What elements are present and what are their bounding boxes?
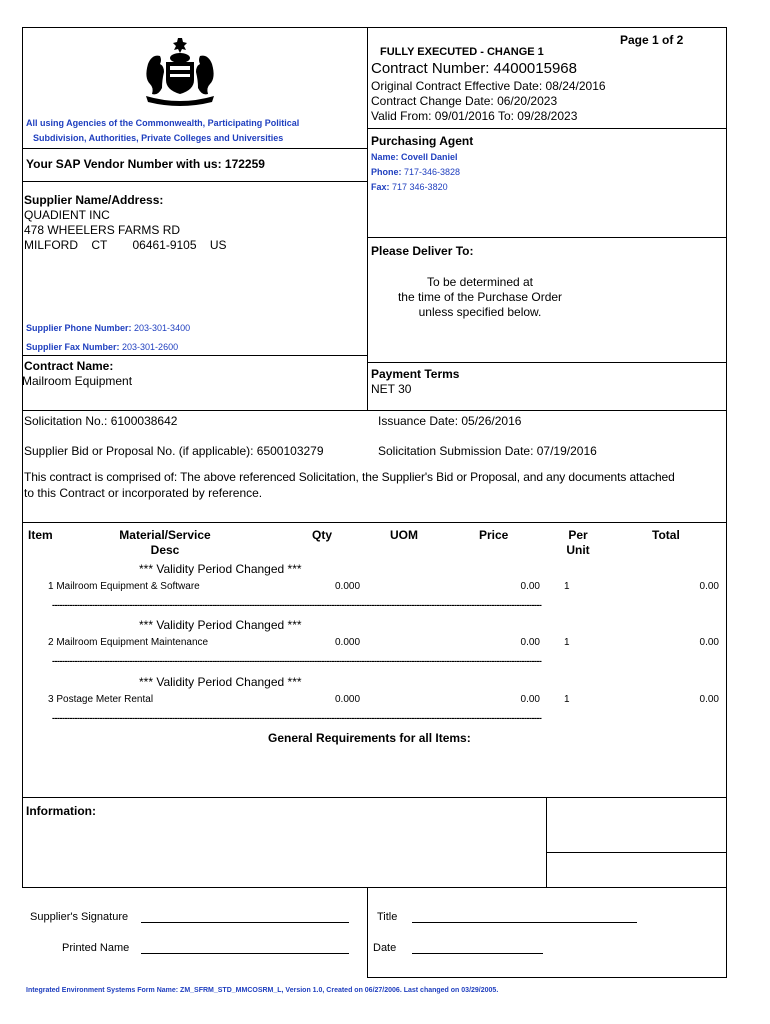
- item-2-changed: *** Validity Period Changed ***: [139, 618, 302, 632]
- general-requirements: General Requirements for all Items:: [268, 731, 471, 745]
- valid-range: Valid From: 09/01/2016 To: 09/28/2023: [371, 109, 578, 123]
- header-material: Material/Service: [119, 528, 211, 542]
- agent-phone-value: 717-346-3828: [404, 167, 461, 177]
- agencies-line-2: Subdivision, Authorities, Private Colleges and Universities: [33, 133, 284, 143]
- issuance-date: Issuance Date: 05/26/2016: [378, 414, 522, 428]
- footer-form-info: Integrated Environment Systems Form Name: ZM_SFRM_STD_MMCOSRM_L, Version 1.0, Created on 06/27/2006. Last changed on 03/29/2005.: [26, 987, 499, 994]
- agent-phone-label: Phone:: [371, 167, 402, 177]
- header-unit: Unit: [566, 543, 590, 557]
- printed-name-label: Printed Name: [62, 942, 130, 954]
- page-number: Page 1 of 2: [620, 33, 684, 47]
- supplier-phone-label: Supplier Phone Number:: [26, 323, 132, 333]
- status-label: FULLY EXECUTED - CHANGE 1: [380, 46, 544, 58]
- header-qty: Qty: [312, 528, 333, 542]
- commonwealth-seal: [140, 36, 220, 108]
- supplier-phone: [26, 323, 190, 333]
- supplier-city-line: [24, 238, 227, 252]
- agent-fax-value: 717 346-3820: [392, 182, 448, 192]
- line-supplier-top: [22, 181, 367, 182]
- agent-name-label: Name:: [371, 152, 399, 162]
- signature-divider: [367, 887, 368, 978]
- frame-top: [22, 27, 726, 28]
- payment-terms-value: NET 30: [371, 382, 412, 396]
- payment-terms-title: Payment Terms: [371, 367, 460, 381]
- contract-change-date: Contract Change Date: 06/20/2023: [371, 94, 558, 108]
- item-1-price: 0.00: [520, 581, 540, 592]
- line-vendor-top: [22, 148, 367, 149]
- item-2-total: 0.00: [699, 637, 719, 648]
- item-2-desc: 2 Mailroom Equipment Maintenance: [48, 637, 209, 648]
- item-2-separator: ----------------------------------------------------------------------------------------------------------------------------------------------------------------------------------------------------: [52, 656, 542, 666]
- deliver-line-2: the time of the Purchase Order: [397, 290, 563, 304]
- item-1-per: 1: [564, 581, 570, 592]
- line-solicitation-top: [22, 410, 726, 411]
- solicitation-number: Solicitation No.: 6100038642: [24, 414, 178, 428]
- line-contractname-top: [22, 355, 367, 356]
- header-desc: Desc: [150, 543, 180, 557]
- line-info-top: [22, 797, 726, 798]
- bid-number: Supplier Bid or Proposal No. (if applicable): 6500103279: [24, 444, 324, 458]
- contract-name-title: Contract Name:: [24, 359, 114, 373]
- title-label: Title: [377, 911, 398, 923]
- comprised-line-2: to this Contract or incorporated by reference.: [24, 486, 263, 500]
- supplier-state: CT: [91, 238, 108, 252]
- supplier-zip: 06461-9105: [132, 238, 197, 252]
- date-line[interactable]: [412, 953, 543, 954]
- agent-phone: [371, 167, 460, 177]
- line-payment-top: [367, 362, 726, 363]
- submission-date: Solicitation Submission Date: 07/19/2016: [378, 444, 597, 458]
- supplier-signature-line[interactable]: [141, 922, 349, 923]
- line-signature-bottom: [367, 977, 726, 978]
- seal-icon: [140, 36, 220, 108]
- supplier-fax-label: Supplier Fax Number:: [26, 342, 120, 352]
- supplier-country: US: [209, 238, 227, 252]
- agencies-line-1: All using Agencies of the Commonwealth, Participating Political: [26, 118, 300, 128]
- agent-name-value: Covell Daniel: [401, 152, 458, 162]
- item-3-per: 1: [564, 694, 570, 705]
- line-deliver-top: [367, 237, 726, 238]
- comprised-line-1: This contract is comprised of: The above referenced Solicitation, the Supplier's Bid or Proposal, and any documents attached: [24, 470, 675, 484]
- supplier-name: QUADIENT INC: [24, 208, 110, 222]
- agent-name: [371, 152, 458, 162]
- supplier-title: Supplier Name/Address:: [24, 193, 164, 207]
- item-3-qty: 0.000: [335, 694, 361, 705]
- item-1-total: 0.00: [699, 581, 719, 592]
- header-total: Total: [652, 528, 680, 542]
- header-uom: UOM: [390, 528, 418, 542]
- original-effective-date: Original Contract Effective Date: 08/24/2016: [371, 79, 606, 93]
- item-1-desc: 1 Mailroom Equipment & Software: [48, 581, 200, 592]
- agent-fax-label: Fax:: [371, 182, 390, 192]
- supplier-phone-value: 203-301-3400: [134, 323, 191, 333]
- supplier-city: MILFORD: [24, 238, 78, 252]
- item-1-separator: ----------------------------------------------------------------------------------------------------------------------------------------------------------------------------------------------------: [52, 600, 542, 610]
- item-3-total: 0.00: [699, 694, 719, 705]
- supplier-street: 478 WHEELERS FARMS RD: [24, 223, 181, 237]
- frame-left: [22, 27, 23, 887]
- purchasing-agent-title: Purchasing Agent: [371, 134, 474, 148]
- info-divider: [546, 797, 547, 887]
- item-2-qty: 0.000: [335, 637, 361, 648]
- item-2-price: 0.00: [520, 637, 540, 648]
- item-2-per: 1: [564, 637, 570, 648]
- item-3-changed: *** Validity Period Changed ***: [139, 675, 302, 689]
- header-item: Item: [28, 528, 53, 542]
- header-per: Per: [568, 528, 588, 542]
- contract-number: Contract Number: 4400015968: [371, 60, 577, 77]
- item-1-qty: 0.000: [335, 581, 361, 592]
- contract-name-value: Mailroom Equipment: [22, 374, 133, 388]
- item-3-price: 0.00: [520, 694, 540, 705]
- line-table-top: [22, 522, 726, 523]
- information-title: Information:: [26, 804, 96, 818]
- item-3-desc: 3 Postage Meter Rental: [48, 694, 154, 705]
- item-1-changed: *** Validity Period Changed ***: [139, 562, 302, 576]
- vendor-number: Your SAP Vendor Number with us: 172259: [26, 157, 265, 171]
- supplier-fax: [26, 342, 178, 352]
- header-divider: [367, 27, 368, 410]
- line-signature-top: [22, 887, 726, 888]
- item-3-separator: ----------------------------------------------------------------------------------------------------------------------------------------------------------------------------------------------------: [52, 713, 542, 723]
- printed-name-line[interactable]: [141, 953, 349, 954]
- title-line[interactable]: [412, 922, 637, 923]
- info-right-split: [546, 852, 726, 853]
- deliver-title: Please Deliver To:: [371, 244, 474, 258]
- deliver-line-1: To be determined at: [426, 275, 534, 289]
- deliver-line-3: unless specified below.: [418, 305, 542, 319]
- agent-fax: [371, 182, 448, 192]
- date-label: Date: [373, 942, 397, 954]
- supplier-signature-label: Supplier's Signature: [30, 911, 129, 923]
- frame-right: [726, 27, 727, 978]
- header-price: Price: [479, 528, 509, 542]
- line-agent-top: [367, 128, 726, 129]
- supplier-fax-value: 203-301-2600: [122, 342, 179, 352]
